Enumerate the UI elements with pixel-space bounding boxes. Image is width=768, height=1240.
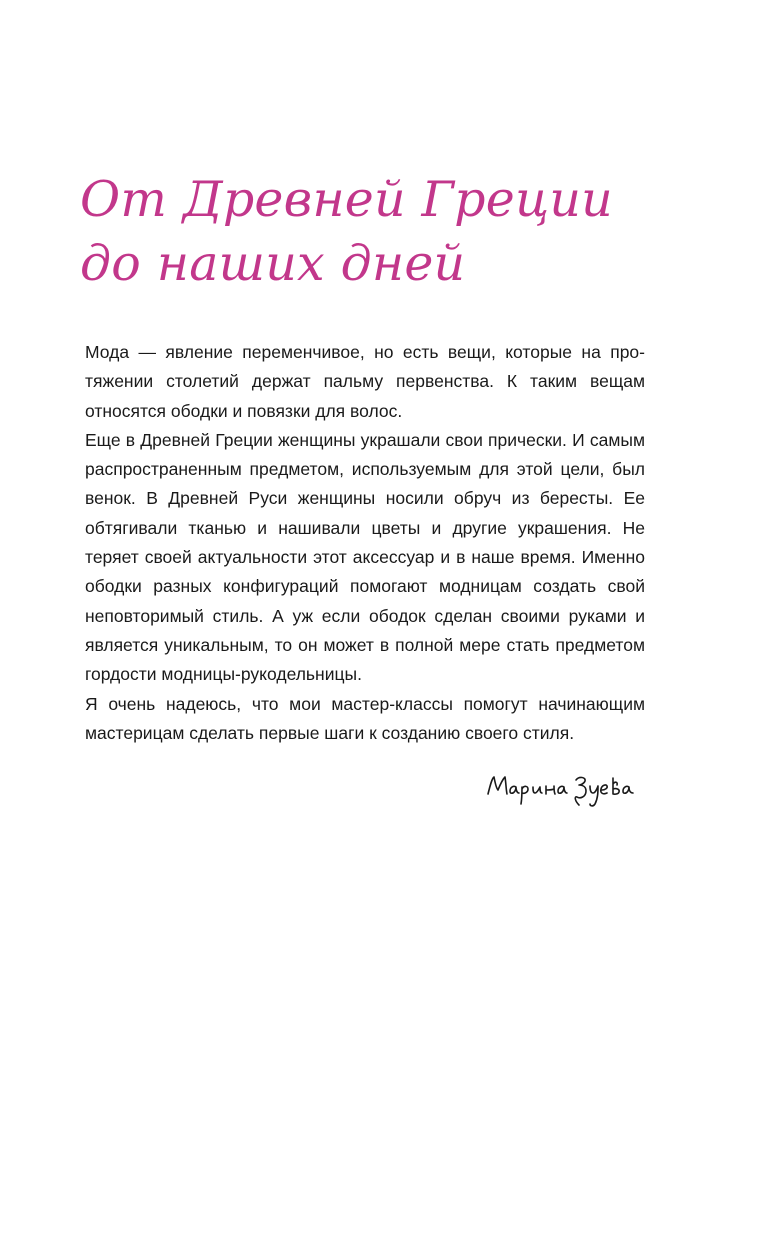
paragraph-history: Еще в Древней Греции женщины украшали свои прически. И самым распространенным предметом, используемым для этой цели, был венок. В Древней Руси женщины носили обруч из бересты. Ее обтягивали тканью и нашивали цветы и другие украшения. Не теряет своей актуальности этот аксессуар и в наше время. Именно ободки разных конфигураций помогают модницам создать свой неповторимый стиль. А уж если ободок сделан своими руками и является уникальным, то он может в полной мере стать предметом гордости модницы-рукодельницы. [85, 429, 645, 685]
paragraph-intro: Мода — явление переменчивое, но есть вещи, которые на протяжении столетий держат пальму первенства. К таким вещам относятся ободки и повязки для волос. [85, 342, 645, 421]
paragraph-closing: Я очень надеюсь, что мои мастер-классы помогут начинающим мастерицам сделать первые шаги к созданию своего стиля. [85, 693, 645, 743]
title-line-2: до наших дней [80, 235, 466, 292]
title-line-1: От Древней Греции [80, 171, 613, 228]
body-text [85, 338, 645, 748]
author-signature [482, 768, 652, 812]
page-title [80, 168, 700, 296]
